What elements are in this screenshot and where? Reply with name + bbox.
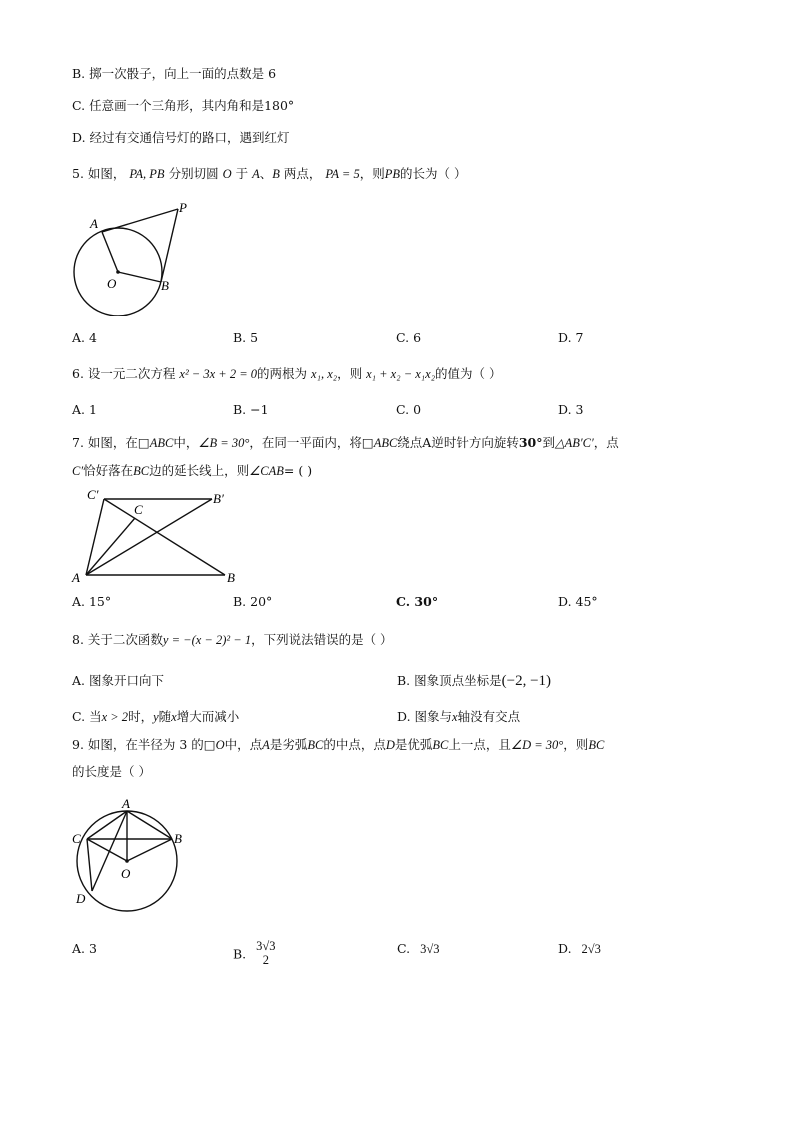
segment-ob — [127, 839, 172, 861]
q9-option-d: D. 2√3 — [558, 941, 601, 956]
label-o: O — [121, 866, 131, 881]
label-o: O — [107, 276, 117, 291]
q5-option-b: B. 5 — [233, 330, 259, 345]
q9-option-b: B. 3√3 2 — [233, 939, 276, 967]
question-9-line-1: 9. 如图，在半径为 3 的□O中，点A是劣弧BC的中点，点D是优弧BC上一点，且∠D = 30°，则BC — [72, 737, 605, 752]
label-b: B — [227, 570, 235, 585]
label-b: B — [174, 831, 182, 846]
question-7-line-2: C′恰好落在BC边的延长线上，则∠CAB= ( ) — [72, 463, 313, 478]
segment-ab1 — [86, 499, 212, 575]
tangent-pb — [161, 209, 178, 282]
segment-c1b — [104, 499, 225, 575]
label-c-prime: C′ — [87, 487, 99, 502]
fraction-3-root3-over-2: 3√3 2 — [256, 939, 276, 967]
q8-option-c: C. 当x > 2时，y随x增大而减小 — [72, 709, 240, 724]
figure-q7-rotation — [66, 486, 256, 586]
segment-cd — [87, 839, 92, 891]
q6-option-d: D. 3 — [558, 402, 584, 417]
label-a: A — [72, 570, 80, 585]
tangent-pa — [102, 209, 178, 232]
question-6: 6. 设一元二次方程 x² − 3x + 2 = 0的两根为 x₁, x₂，则 x₁ + x₂ − x₁x₂的值为（ ） — [72, 366, 502, 381]
option-d-traffic: D. 经过有交通信号灯的路口，遇到红灯 — [72, 130, 290, 145]
q8-option-a: A. 图象开口向下 — [72, 673, 164, 688]
radius-ob — [118, 272, 161, 282]
q6-option-c: C. 0 — [396, 402, 422, 417]
q7-option-b: B. 20° — [233, 594, 273, 609]
q6-option-b: B. −1 — [233, 402, 269, 417]
label-a: A — [122, 796, 130, 811]
option-c-triangle: C. 任意画一个三角形，其内角和是180° — [72, 98, 295, 113]
segment-ab — [127, 811, 172, 839]
question-5: 5. 如图， PA, PB 分别切圆 O 于 A、B 两点， PA = 5，则PB的长为（ ） — [72, 166, 467, 181]
q5-option-c: C. 6 — [396, 330, 422, 345]
q7-option-c: C. 30° — [396, 594, 439, 609]
figure-q9-circle — [66, 796, 196, 916]
q9-option-a: A. 3 — [72, 941, 97, 956]
label-p: P — [179, 200, 187, 215]
q5-option-a: A. 4 — [72, 330, 97, 345]
center-point — [116, 270, 120, 274]
label-c: C — [72, 831, 81, 846]
label-c: C — [134, 502, 143, 517]
q5-option-d: D. 7 — [558, 330, 584, 345]
q7-option-a: A. 15° — [72, 594, 112, 609]
center-point — [125, 859, 129, 863]
question-9-line-2: 的长度是（ ） — [72, 764, 151, 779]
label-d: D — [76, 891, 86, 906]
q9-option-c: C. 3√3 — [397, 941, 440, 956]
label-b: B — [161, 278, 169, 293]
option-b-dice: B. 掷一次骰子，向上一面的点数是 6 — [72, 66, 277, 81]
q8-option-b: B. 图象顶点坐标是(−2, −1) — [397, 673, 552, 689]
label-a: A — [90, 216, 98, 231]
label-b-prime: B′ — [213, 491, 224, 506]
question-8: 8. 关于二次函数y = −(x − 2)² − 1，下列说法错误的是（ ） — [72, 632, 393, 647]
q8-option-d: D. 图象与x轴没有交点 — [397, 709, 521, 724]
q7-option-d: D. 45° — [558, 594, 598, 609]
figure-q5-tangents — [66, 196, 206, 316]
q6-option-a: A. 1 — [72, 402, 97, 417]
question-7-line-1: 7. 如图，在□ABC中，∠B = 30°，在同一平面内，将□ABC绕点A逆时针方向旋转30°到△AB′C′，点 — [72, 435, 619, 450]
radius-oa — [102, 232, 118, 272]
